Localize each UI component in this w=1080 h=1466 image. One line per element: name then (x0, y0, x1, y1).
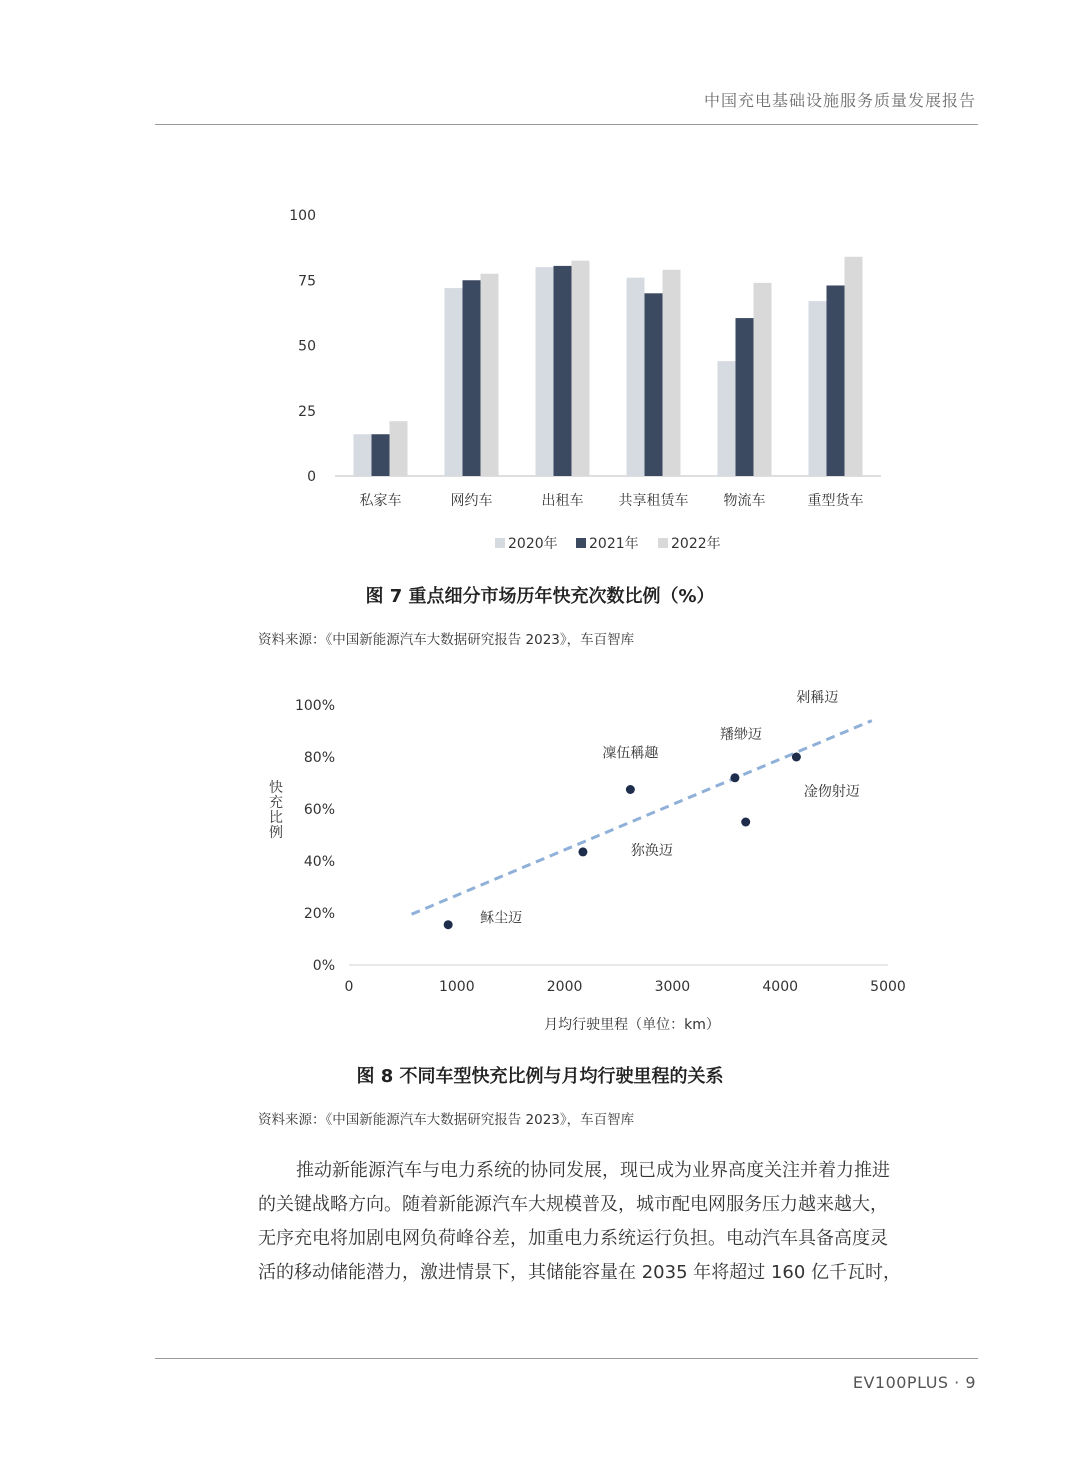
point-label: 稣尘迈 (480, 910, 523, 927)
legend-label: 2021年 (589, 536, 639, 552)
body-paragraph (258, 1154, 938, 1290)
x-tick-label: 出租车 (541, 493, 584, 509)
point-label: 凜伍稱趣 (602, 745, 659, 762)
x-tick-label: 物流车 (723, 493, 766, 509)
figure7-caption: 图 7 重点细分市场历年快充次数比例（%） (365, 586, 715, 607)
y-tick-label: 20% (303, 906, 335, 922)
body-line: 推动新能源汽车与电力系统的协同发展，现已成为业界高度关注并着力推进 (296, 1160, 890, 1181)
y-tick-label: 40% (303, 854, 335, 870)
y-tick-label: 0 (307, 469, 316, 485)
scatter-point (792, 753, 801, 762)
scatter-point (741, 818, 750, 827)
x-axis-title: 月均行驶里程（单位：km） (544, 1017, 720, 1033)
x-tick-label: 重型货车 (807, 493, 864, 509)
scatter-point (730, 773, 739, 782)
x-tick-label: 3000 (654, 979, 691, 995)
legend-label: 2022年 (671, 536, 721, 552)
figure7-source: 资料来源：《中国新能源汽车大数据研究报告 2023》，车百智库 (258, 632, 635, 648)
point-label: 剁稱迈 (796, 690, 839, 706)
y-tick-label: 75 (298, 273, 316, 290)
y-axis-title: 快充比例 (269, 780, 283, 841)
y-tick-label: 0% (312, 958, 335, 974)
x-tick-label: 2000 (546, 979, 583, 995)
x-tick-label: 私家车 (359, 493, 402, 509)
legend-label: 2020年 (508, 536, 558, 552)
figure8-caption: 图 8 不同车型快充比例与月均行驶里程的关系 (356, 1066, 724, 1087)
scatter-point (444, 920, 453, 929)
y-tick-label: 100 (289, 208, 316, 224)
figure8-source: 资料来源：《中国新能源汽车大数据研究报告 2023》，车百智库 (258, 1112, 635, 1128)
point-label: 羳缈迈 (719, 726, 762, 743)
report-header-title: 中国充电基础设施服务质量发展报告 (703, 91, 976, 110)
x-tick-label: 0 (344, 979, 354, 995)
x-tick-label: 1000 (438, 979, 475, 995)
y-tick-label: 60% (303, 802, 335, 818)
y-tick-label: 25 (298, 403, 316, 420)
x-tick-label: 4000 (762, 979, 799, 995)
point-label: 狝涣迈 (630, 842, 673, 859)
body-line: 无序充电将加剧电网负荷峰谷差，加重电力系统运行负担。电动汽车具备高度灵 (258, 1228, 888, 1249)
y-tick-label: 80% (303, 750, 335, 766)
y-tick-label: 50 (298, 338, 316, 355)
body-line: 活的移动储能潜力，激进情景下，其储能容量在 2035 年将超过 160 亿千瓦时， (258, 1262, 902, 1283)
page-footer: EV100PLUS · 9 (852, 1373, 976, 1392)
footer-rule (155, 1358, 978, 1359)
point-label: 凎伆射迈 (803, 784, 860, 800)
y-tick-label: 100% (294, 698, 335, 714)
scatter-point (578, 847, 587, 856)
x-tick-label: 共享租赁车 (618, 493, 689, 509)
body-line: 的关键战略方向。随着新能源汽车大规模普及，城市配电网服务压力越来越大， (258, 1194, 888, 1215)
scatter-point (626, 785, 635, 794)
x-tick-label: 网约车 (450, 493, 493, 509)
x-tick-label: 5000 (870, 979, 906, 995)
